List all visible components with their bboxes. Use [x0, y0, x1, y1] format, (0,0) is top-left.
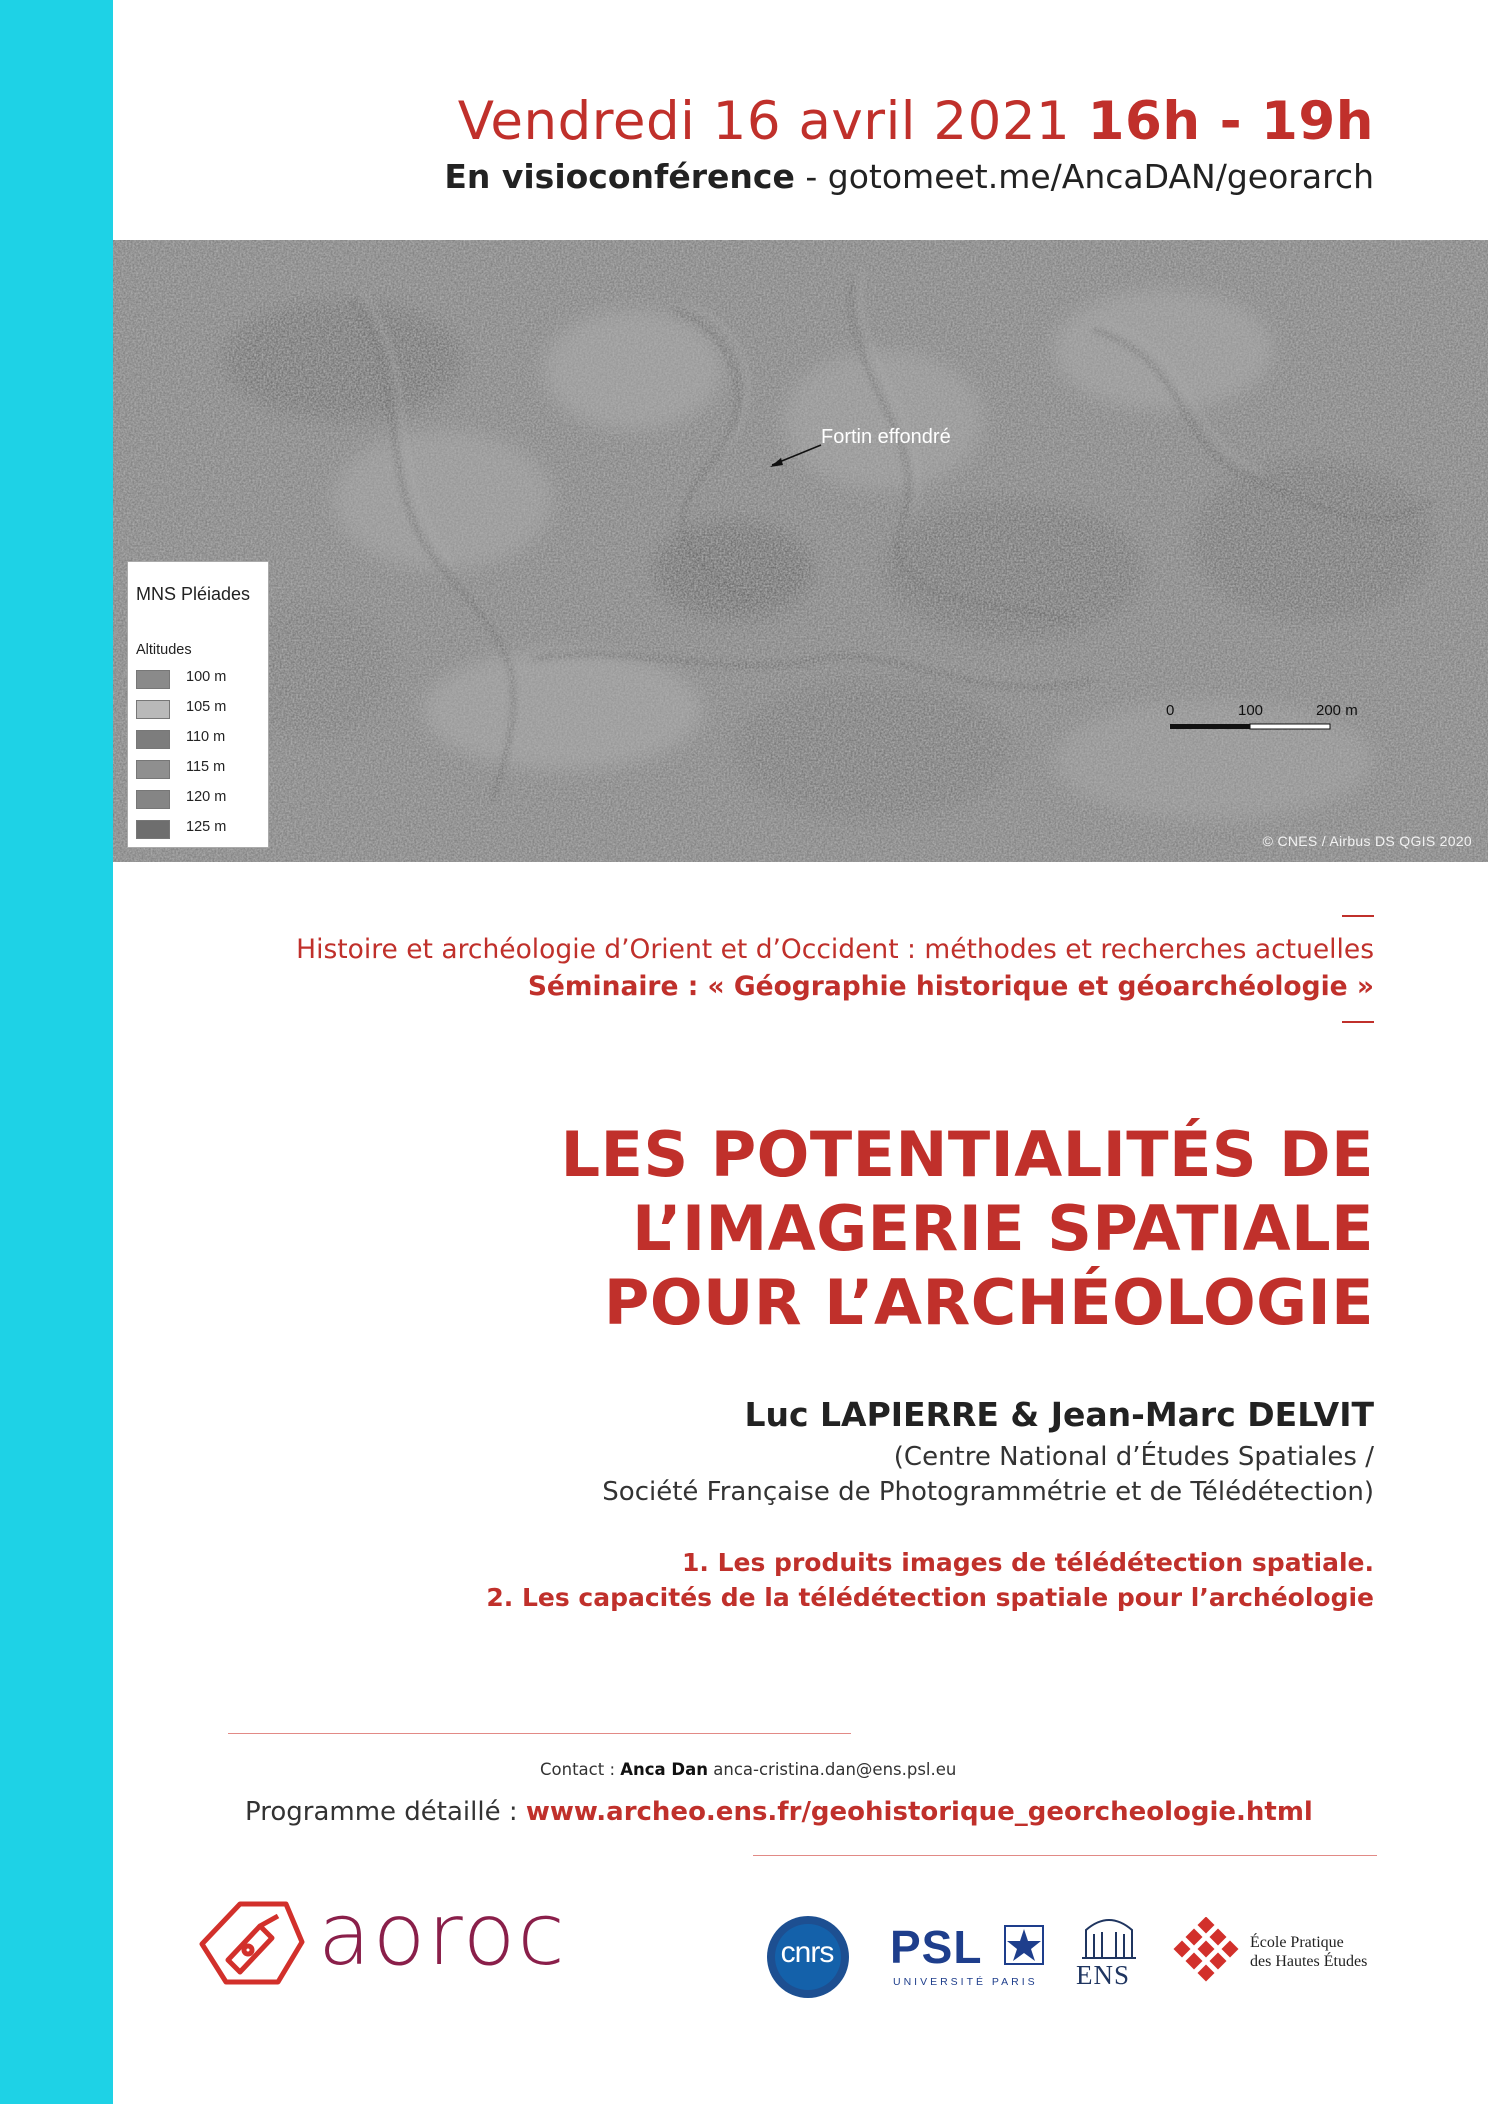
- legend-label: 110 m: [186, 729, 226, 745]
- ephe-diamond-icon: [1170, 1917, 1242, 1989]
- legend-title: MNS Pléiades: [136, 584, 251, 604]
- map-legend: [127, 561, 269, 848]
- venue-mode: En visioconférence: [444, 157, 795, 196]
- title-line: L’IMAGERIE SPATIALE: [632, 1192, 1374, 1265]
- psl-subtitle: UNIVERSITÉ PARIS: [893, 1976, 1038, 1988]
- scale-label-zero: 0: [1166, 702, 1175, 719]
- hillshade-map: [113, 240, 1488, 862]
- event-date: [457, 91, 1374, 152]
- legend-swatch: [136, 760, 170, 779]
- talk-topics: [486, 1545, 1374, 1615]
- divider-dash: [1342, 1021, 1374, 1023]
- legend-swatch: [136, 730, 170, 749]
- legend-swatch: [136, 670, 170, 689]
- programme-label: Programme détaillé :: [245, 1797, 518, 1827]
- ephe-line: des Hautes Études: [1250, 1953, 1368, 1970]
- legend-label: 100 m: [186, 669, 227, 685]
- contact-line: [540, 1760, 956, 1779]
- speakers: Luc LAPIERRE & Jean-Marc DELVIT: [744, 1395, 1374, 1434]
- venue-separator: -: [805, 157, 818, 196]
- event-time: 16h - 19h: [1087, 91, 1374, 152]
- title-line: LES POTENTIALITÉS DE: [560, 1118, 1374, 1191]
- psl-logo: PSL: [890, 1921, 983, 1973]
- cnrs-logo: cnrs: [780, 1936, 834, 1969]
- legend-label: 120 m: [186, 789, 227, 805]
- star-icon: [1004, 1925, 1044, 1965]
- legend-subtitle: Altitudes: [136, 642, 192, 658]
- topic-item: 2. Les capacités de la télédétection spatiale pour l’archéologie: [486, 1583, 1374, 1612]
- scale-bar: [1170, 724, 1330, 729]
- contact-label: Contact :: [540, 1760, 615, 1779]
- contact-name: Anca Dan: [620, 1760, 709, 1779]
- seminar-name: Séminaire : « Géographie historique et géoarchéologie »: [527, 971, 1374, 1002]
- event-venue: [444, 157, 1374, 196]
- meeting-link[interactable]: gotomeet.me/AncaDAN/georarch: [827, 157, 1374, 196]
- affiliation-line: (Centre National d’Études Spatiales /: [893, 1442, 1374, 1472]
- divider-dash: [1342, 915, 1374, 917]
- scale-label-mid: 100: [1238, 702, 1264, 719]
- ephe-logo: [1250, 1933, 1367, 1971]
- footer-rule-top: [228, 1733, 851, 1734]
- affiliation-line: Société Française de Photogrammétrie et de Télédétection): [602, 1477, 1374, 1507]
- aoroc-logo: aoroc: [318, 1885, 567, 1985]
- talk-title: [561, 1118, 1374, 1340]
- title-line: POUR L’ARCHÉOLOGIE: [603, 1266, 1374, 1339]
- legend-label: 125 m: [186, 819, 227, 835]
- legend-label: 105 m: [186, 699, 227, 715]
- map-annotation: Fortin effondré: [821, 426, 951, 448]
- aoroc-emblem-icon: [198, 1898, 306, 1988]
- footer-rule-bottom: [753, 1855, 1377, 1856]
- contact-email[interactable]: anca-cristina.dan@ens.psl.eu: [713, 1760, 957, 1779]
- terrain-image: [113, 240, 1488, 862]
- legend-swatch: [136, 820, 170, 839]
- side-color-band: [0, 0, 113, 2104]
- affiliation: [602, 1440, 1374, 1510]
- image-credit: © CNES / Airbus DS QGIS 2020: [1262, 833, 1472, 849]
- scale-label-end: 200 m: [1316, 702, 1358, 719]
- seminar-series: Histoire et archéologie d’Orient et d’Occident : méthodes et recherches actuelles: [296, 934, 1374, 965]
- ens-logo: ENS: [1076, 1960, 1131, 1990]
- ens-building-icon: [1080, 1908, 1138, 1960]
- programme-link[interactable]: www.archeo.ens.fr/geohistorique_georcheologie.html: [525, 1797, 1313, 1827]
- topic-item: 1. Les produits images de télédétection spatiale.: [681, 1548, 1374, 1577]
- legend-label: 115 m: [186, 759, 226, 775]
- ephe-line: École Pratique: [1250, 1934, 1344, 1951]
- legend-swatch: [136, 700, 170, 719]
- legend-swatch: [136, 790, 170, 809]
- date-text: Vendredi 16 avril 2021: [457, 91, 1071, 152]
- programme-line: [245, 1797, 1313, 1827]
